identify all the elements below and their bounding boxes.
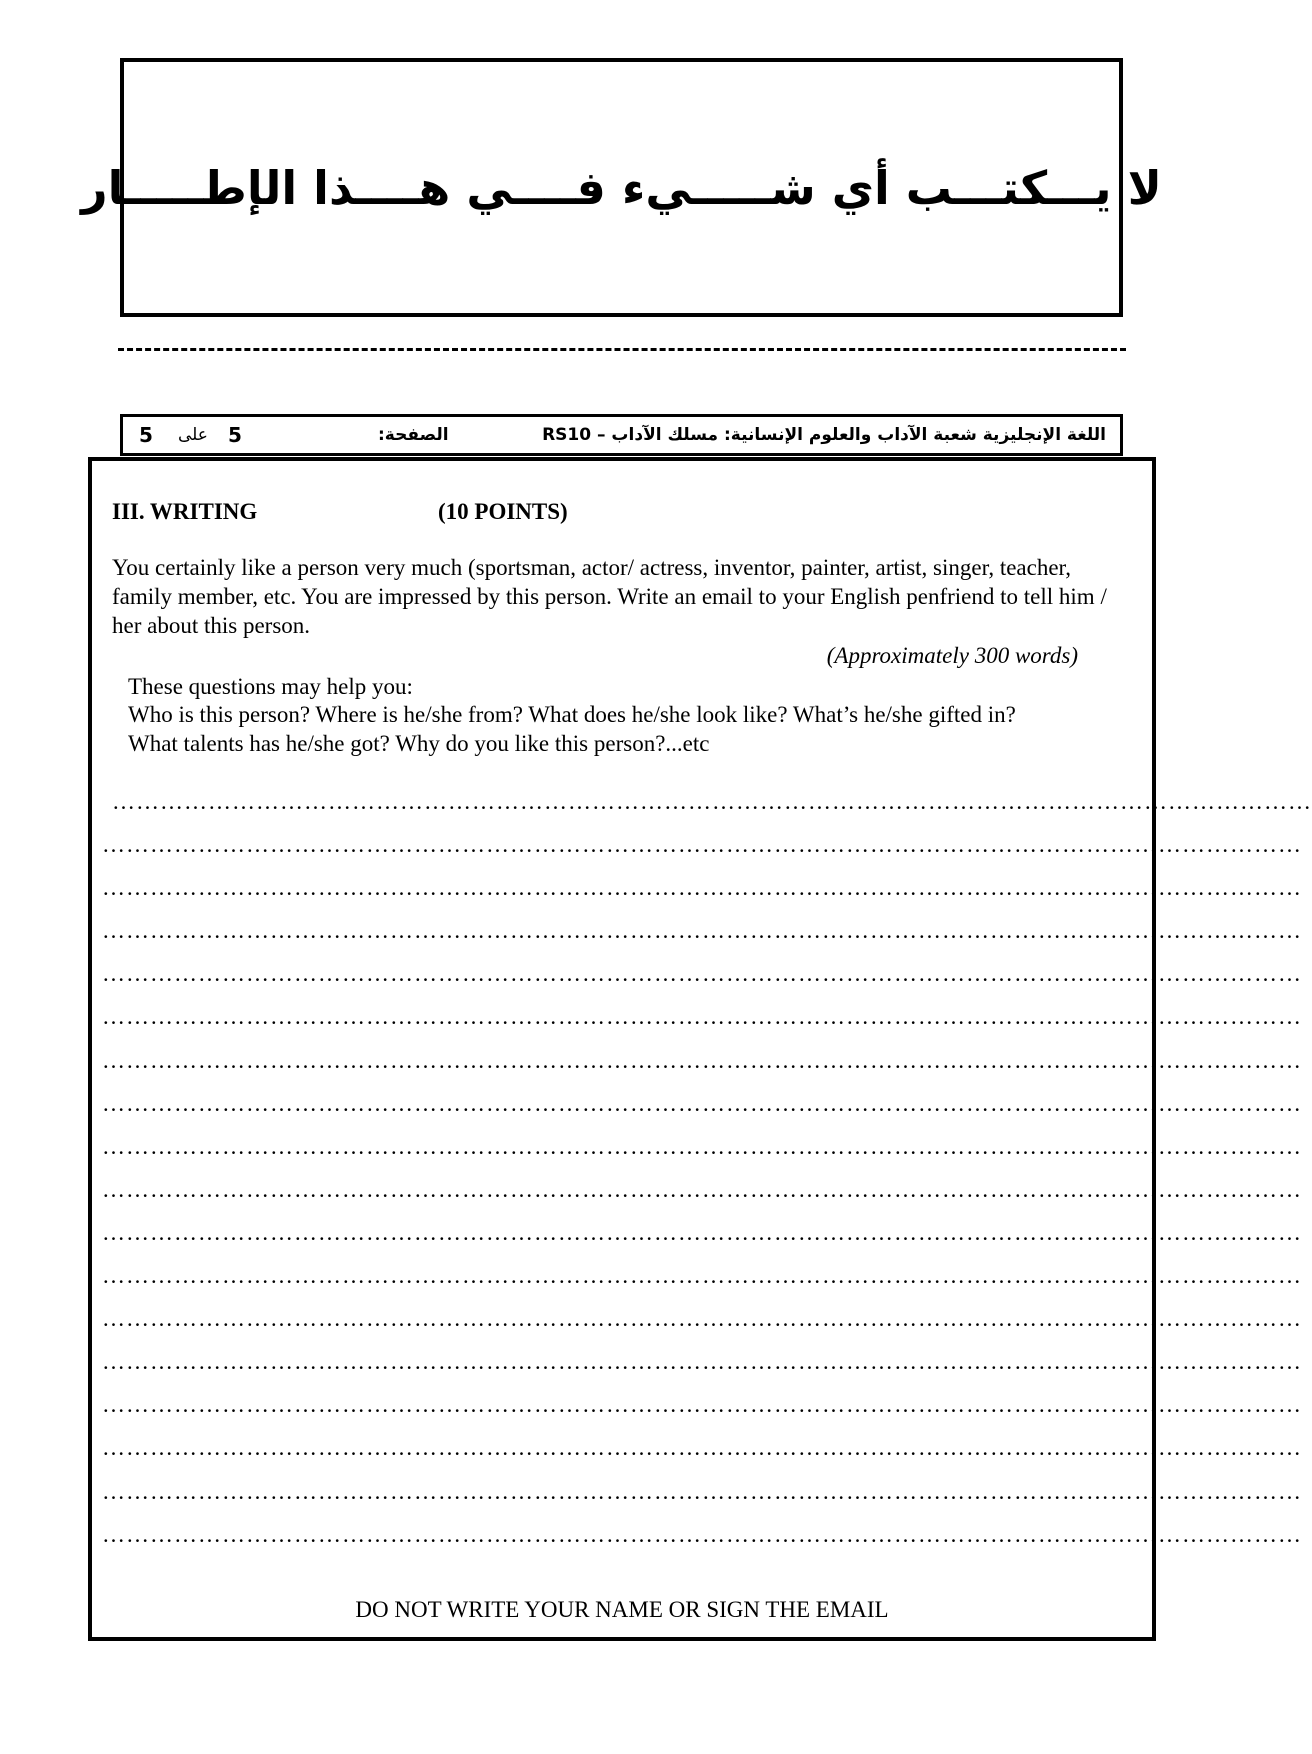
answer-line[interactable]: …………………………………………………………………………………………………………………………………… xyxy=(102,1219,1302,1245)
page-separator: على xyxy=(178,425,208,445)
answer-line[interactable]: …………………………………………………………………………………………………………………………………… xyxy=(102,832,1302,858)
page-number: 5 xyxy=(228,423,242,447)
answer-line[interactable]: …………………………………………………………………………………………………………………………………… xyxy=(102,1435,1302,1461)
answer-line[interactable]: …………………………………………………………………………………………………………………………………… xyxy=(102,1047,1302,1073)
answer-line[interactable]: …………………………………………………………………………………………………………………………………… xyxy=(112,789,1312,814)
answer-line[interactable]: …………………………………………………………………………………………………………………………………… xyxy=(102,1176,1302,1202)
answer-line[interactable]: …………………………………………………………………………………………………………………………………… xyxy=(102,961,1302,987)
answer-line[interactable]: …………………………………………………………………………………………………………………………………… xyxy=(102,1392,1302,1418)
answer-line[interactable]: …………………………………………………………………………………………………………………………………… xyxy=(102,1263,1302,1289)
answer-line[interactable]: …………………………………………………………………………………………………………………………………… xyxy=(102,918,1302,944)
answer-line[interactable]: …………………………………………………………………………………………………………………………………… xyxy=(102,1004,1302,1030)
cut-line xyxy=(118,348,1126,351)
help-intro: These questions may help you: xyxy=(128,674,413,699)
page-header-bar xyxy=(120,414,1123,456)
no-write-frame xyxy=(81,58,1162,317)
answer-area[interactable] xyxy=(102,789,1312,1565)
answer-line[interactable]: …………………………………………………………………………………………………………………………………… xyxy=(102,1090,1302,1116)
word-count-hint: (Approximately 300 words) xyxy=(826,643,1078,668)
answer-line[interactable]: …………………………………………………………………………………………………………………………………… xyxy=(102,1521,1302,1547)
answer-line[interactable]: …………………………………………………………………………………………………………………………………… xyxy=(102,1478,1302,1504)
answer-line[interactable]: …………………………………………………………………………………………………………………………………… xyxy=(102,1349,1302,1375)
subject-label: اللغة الإنجليزية شعبة الآداب والعلوم الإنسانية: مسلك الآداب – RS10 xyxy=(542,425,1106,445)
section-points: (10 POINTS) xyxy=(438,499,568,524)
page-total: 5 xyxy=(139,423,153,447)
writing-section-frame xyxy=(88,457,1312,1641)
answer-line[interactable]: …………………………………………………………………………………………………………………………………… xyxy=(102,1306,1302,1332)
answer-line[interactable]: …………………………………………………………………………………………………………………………………… xyxy=(102,1133,1302,1159)
section-title: III. WRITING xyxy=(112,499,258,524)
answer-line[interactable]: …………………………………………………………………………………………………………………………………… xyxy=(102,875,1302,901)
writing-prompt: You certainly like a person very much (sportsman, actor/ actress, inventor, painter, artist, singer, teacher, family member, etc. You are impressed by this person. Write an email to your English penfriend to tell him / her about this person. xyxy=(112,555,1107,638)
footer-instruction: DO NOT WRITE YOUR NAME OR SIGN THE EMAIL xyxy=(355,1597,889,1622)
no-write-notice: لا يـــكتـــب أي شـــــيء فــــي هــــذا الإطـــــار xyxy=(81,160,1162,215)
help-questions-line-1: Who is this person? Where is he/she from? What does he/she look like? What’s he/she gifted in? xyxy=(128,702,1016,727)
help-questions-line-2: What talents has he/she got? Why do you like this person?...etc xyxy=(128,731,710,756)
page-label: الصفحة: xyxy=(378,425,449,445)
